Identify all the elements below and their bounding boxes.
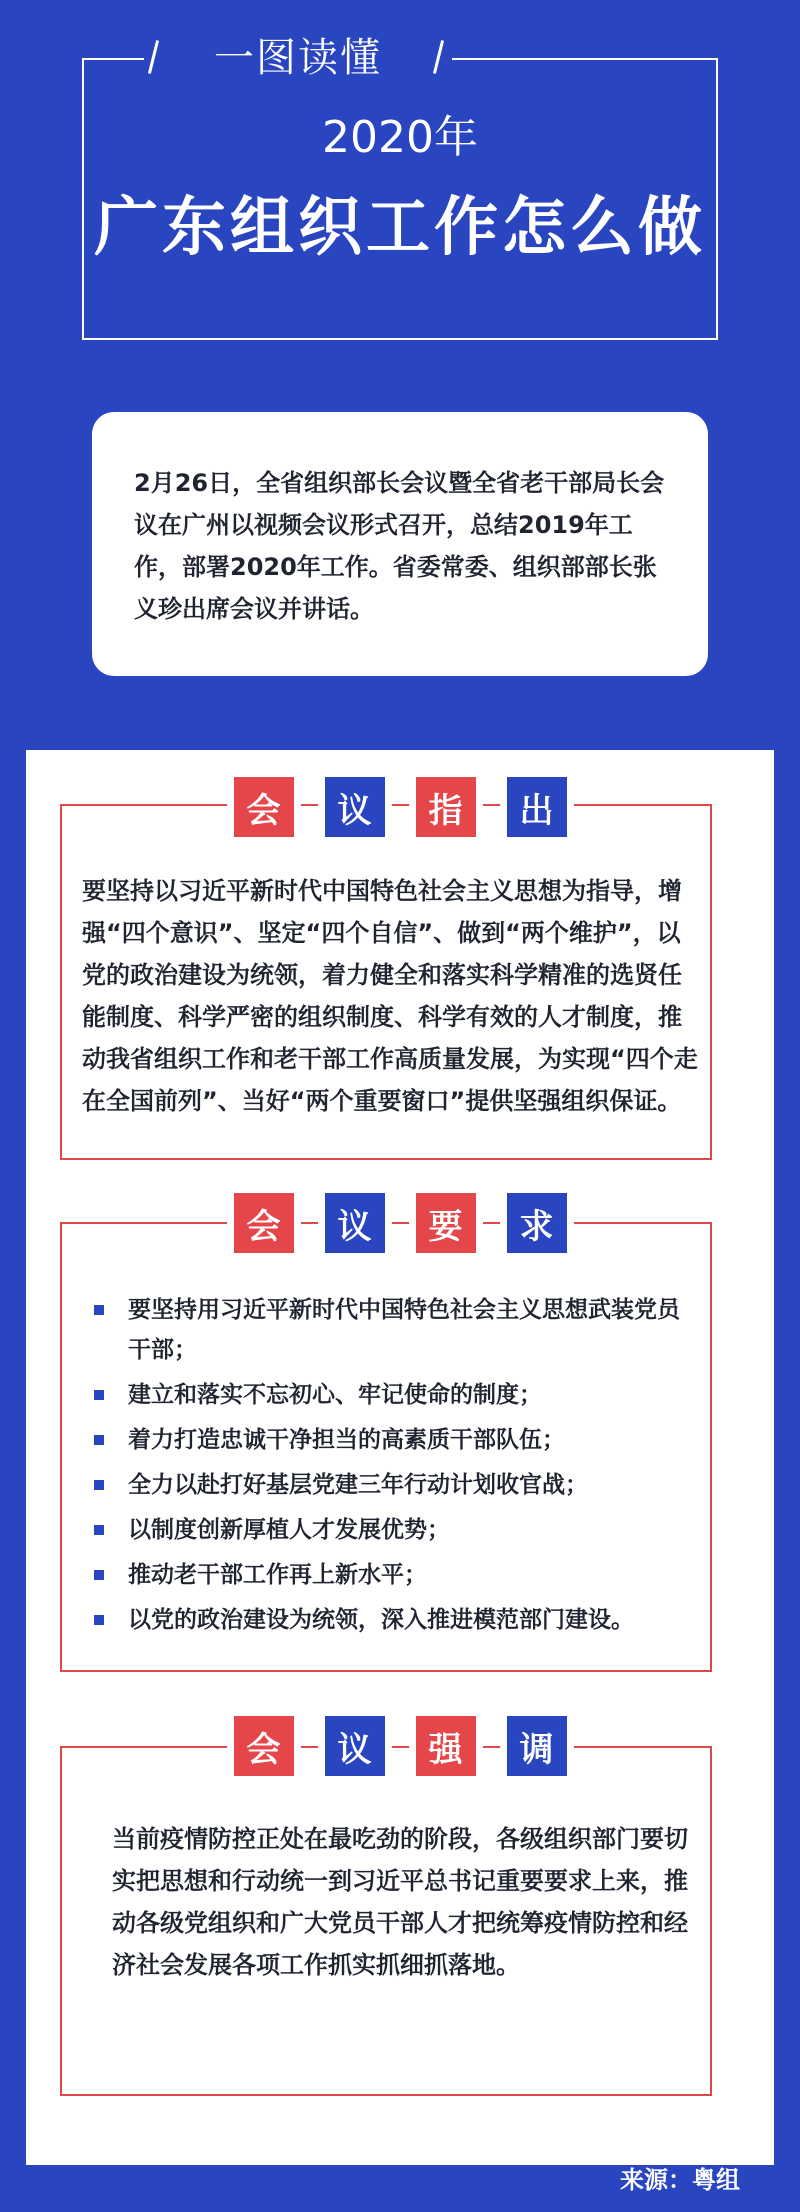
list-item-text: 推动老干部工作再上新水平； [128, 1562, 427, 1588]
header-frame-top-right [452, 58, 718, 60]
header-label: 一图读懂 [214, 35, 382, 81]
intro-text: 2月26日，全省组织部长会议暨全省老干部局长会议在广州以视频会议形式召开，总结2019年工作，部署2020年工作。省委常委、组织部部长张义珍出席会议并讲话。 [134, 469, 665, 623]
section-meeting-emphasis-text: 当前疫情防控正处在最吃劲的阶段，各级组织部门要切实把思想和行动统一到习近平总书记重要要求上来，推动各级党组织和广大党员干部人才把统筹疫情防控和经济社会发展各项工作抓实抓细抓落地。 [112, 1825, 688, 1979]
section-meeting-points-badges [0, 777, 800, 837]
section-badge: 强 [416, 1716, 476, 1776]
square-bullet-icon [94, 1435, 104, 1445]
list-item-text: 建立和落实不忘初心、牢记使命的制度； [128, 1382, 542, 1408]
square-bullet-icon [94, 1305, 104, 1315]
list-item-text: 以党的政治建设为统领，深入推进模范部门建设。 [128, 1607, 634, 1633]
section-badge: 会 [234, 777, 294, 837]
section-meeting-requirements-badges [0, 1193, 800, 1253]
section-badge: 要 [416, 1193, 476, 1253]
section-badge: 调 [507, 1716, 567, 1776]
list-item [92, 1555, 702, 1595]
header-frame-top-left [82, 58, 144, 60]
section-badge: 议 [325, 1716, 385, 1776]
section-badge: 会 [234, 1193, 294, 1253]
intro-card [92, 412, 708, 676]
square-bullet-icon [94, 1570, 104, 1580]
list-item [92, 1510, 702, 1550]
list-item-text: 以制度创新厚植人才发展优势； [128, 1517, 450, 1543]
source-credit: 来源：粤组 [620, 2166, 740, 2194]
square-bullet-icon [94, 1615, 104, 1625]
section-badge: 会 [234, 1716, 294, 1776]
section-meeting-points-text: 要坚持以习近平新时代中国特色社会主义思想为指导，增强“四个意识”、坚定“四个自信”、做到“两个维护”，以党的政治建设为统领，着力健全和落实科学精准的选贤任能制度、科学严密的组织制度、科学有效的人才制度，推动我省组织工作和老干部工作高质量发展，为实现“四个走在全国前列”、当好“两个重要窗口”提供坚强组织保证。 [82, 877, 698, 1115]
header-year: 2020年 [322, 112, 478, 163]
list-item [92, 1290, 702, 1370]
list-item-text: 着力打造忠诚干净担当的高素质干部队伍； [128, 1427, 565, 1453]
list-item [92, 1600, 702, 1640]
square-bullet-icon [94, 1480, 104, 1490]
section-badge: 指 [416, 777, 476, 837]
requirements-list [92, 1290, 702, 1645]
section-badge: 议 [325, 1193, 385, 1253]
list-item-text: 要坚持用习近平新时代中国特色社会主义思想武装党员干部； [128, 1297, 680, 1363]
section-badge: 议 [325, 777, 385, 837]
list-item [92, 1420, 702, 1460]
list-item [92, 1375, 702, 1415]
page-title: 广东组织工作怎么做 [94, 191, 706, 265]
section-meeting-emphasis-badges [0, 1716, 800, 1776]
square-bullet-icon [94, 1525, 104, 1535]
list-item [92, 1465, 702, 1505]
list-item-text: 全力以赴打好基层党建三年行动计划收官战； [128, 1472, 588, 1498]
square-bullet-icon [94, 1390, 104, 1400]
section-badge: 出 [507, 777, 567, 837]
section-badge: 求 [507, 1193, 567, 1253]
